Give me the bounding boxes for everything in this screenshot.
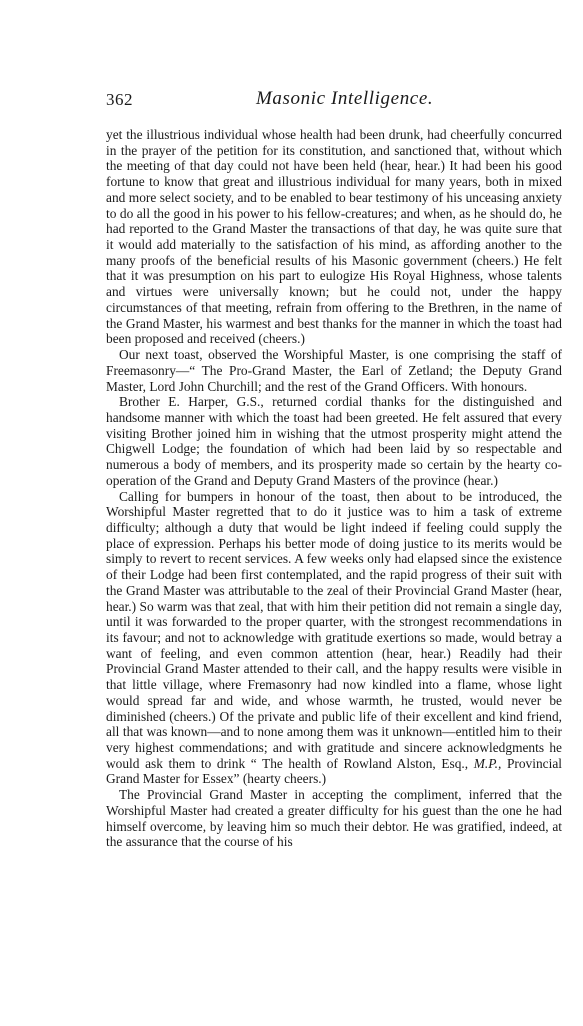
paragraph-1-text: yet the illustrious individual whose health had been drunk, had cheerfully concurred in the prayer of the petition for its constitution, and sanctioned that, without which the meeting of that day could not have been held (hear, hear.) It had been his good fortune to know that great and illustrious individual for many years, both in mixed and more select society, and to be enabled to bear testimony of his unceasing anxiety to do all the good in his power to his fellow-creatures; and when, as he should do, he had reported to the Grand Master the transactions of that day, he was quite sure that it would add materially to the satisfaction of his mind, as affording another to the many proofs of the beneficial results of his Masonic government (cheers.) He felt that it was presumption on his part to eulogize His Royal Highness, whose talents and virtues were universally known; but he could not, under the happy circumstances of that meeting, refrain from offering to the Brethren, in the name of the Grand Master, his warmest and best thanks for the manner in which the toast had been proposed and received (cheers.): [106, 127, 562, 347]
paragraph-4: [106, 489, 562, 788]
paragraph-4-text-after: Provincial Grand Master for Essex” (hearty cheers.): [106, 755, 562, 787]
page-header: [106, 88, 562, 114]
paragraph-5-text: The Provincial Grand Master in accepting the compliment, inferred that the Worshipful Master had created a greater difficulty for his guest than the one he had himself overcome, by leaving him so much their debtor. He was gratified, indeed, at the assurance that the course of his: [106, 787, 562, 850]
paragraph-3-text: Brother E. Harper, G.S., returned cordial thanks for the distinguished and handsome manner with which the toast had been greeted. He felt assured that every visiting Brother joined him in wishing that the utmost prosperity might attend the Chigwell Lodge; the foundation of which had been laid by so respectable and numerous a body of members, and its prosperity made so certain by the hearty co-operation of the Grand and Deputy Grand Masters of the province (hear.): [106, 394, 562, 488]
article-body: [106, 127, 562, 850]
paragraph-3: [106, 394, 562, 488]
paragraph-4-italic: M.P.,: [473, 755, 502, 771]
page-number: 362: [106, 90, 133, 109]
running-title: Masonic Intelligence.: [256, 88, 434, 109]
paragraph-5: [106, 787, 562, 850]
paragraph-2: [106, 347, 562, 394]
paragraph-4-text: Calling for bumpers in honour of the toast, then about to be introduced, the Worshipful Master regretted that to do it justice was to him a task of extreme difficulty; although a duty that would be light indeed if feeling could supply the place of expression. Perhaps his better mode of doing justice to its merits would be simply to revert to recent services. A few weeks only had elapsed since the existence of their Lodge had been first contemplated, and the rapid progress of their suit with the Grand Master was attributable to the zeal of their Provincial Grand Master (hear, hear.) So warm was that zeal, that with him their petition did not remain a single day, until it was forwarded to the proper quarter, with the strongest recommendations in its favour; and not to acknowledge with gratitude exertions so made, would betray a want of feeling, and even common attention (hear, hear.) Readily had their Provincial Grand Master attended to their call, and the happy results were visible in that little village, where Fremasonry had now kindled into a flame, whose light would spread far and wide, and whose warmth, he trusted, would never be diminished (cheers.) Of the private and public life of their excellent and kind friend, all that was known—and to none among them was it unknown—entitled him to their very highest commendations; and with gratitude and sincere acknowledgments he would ask them to drink “ The health of Rowland Alston, Esq.,: [106, 488, 562, 771]
paragraph-2-text: Our next toast, observed the Worshipful Master, is one comprising the staff of Freemasonry—“ The Pro-Grand Master, the Earl of Zetland; the Deputy Grand Master, Lord John Churchill; and the rest of the Grand Officers. With honours.: [106, 347, 562, 394]
paragraph-1: [106, 127, 562, 347]
